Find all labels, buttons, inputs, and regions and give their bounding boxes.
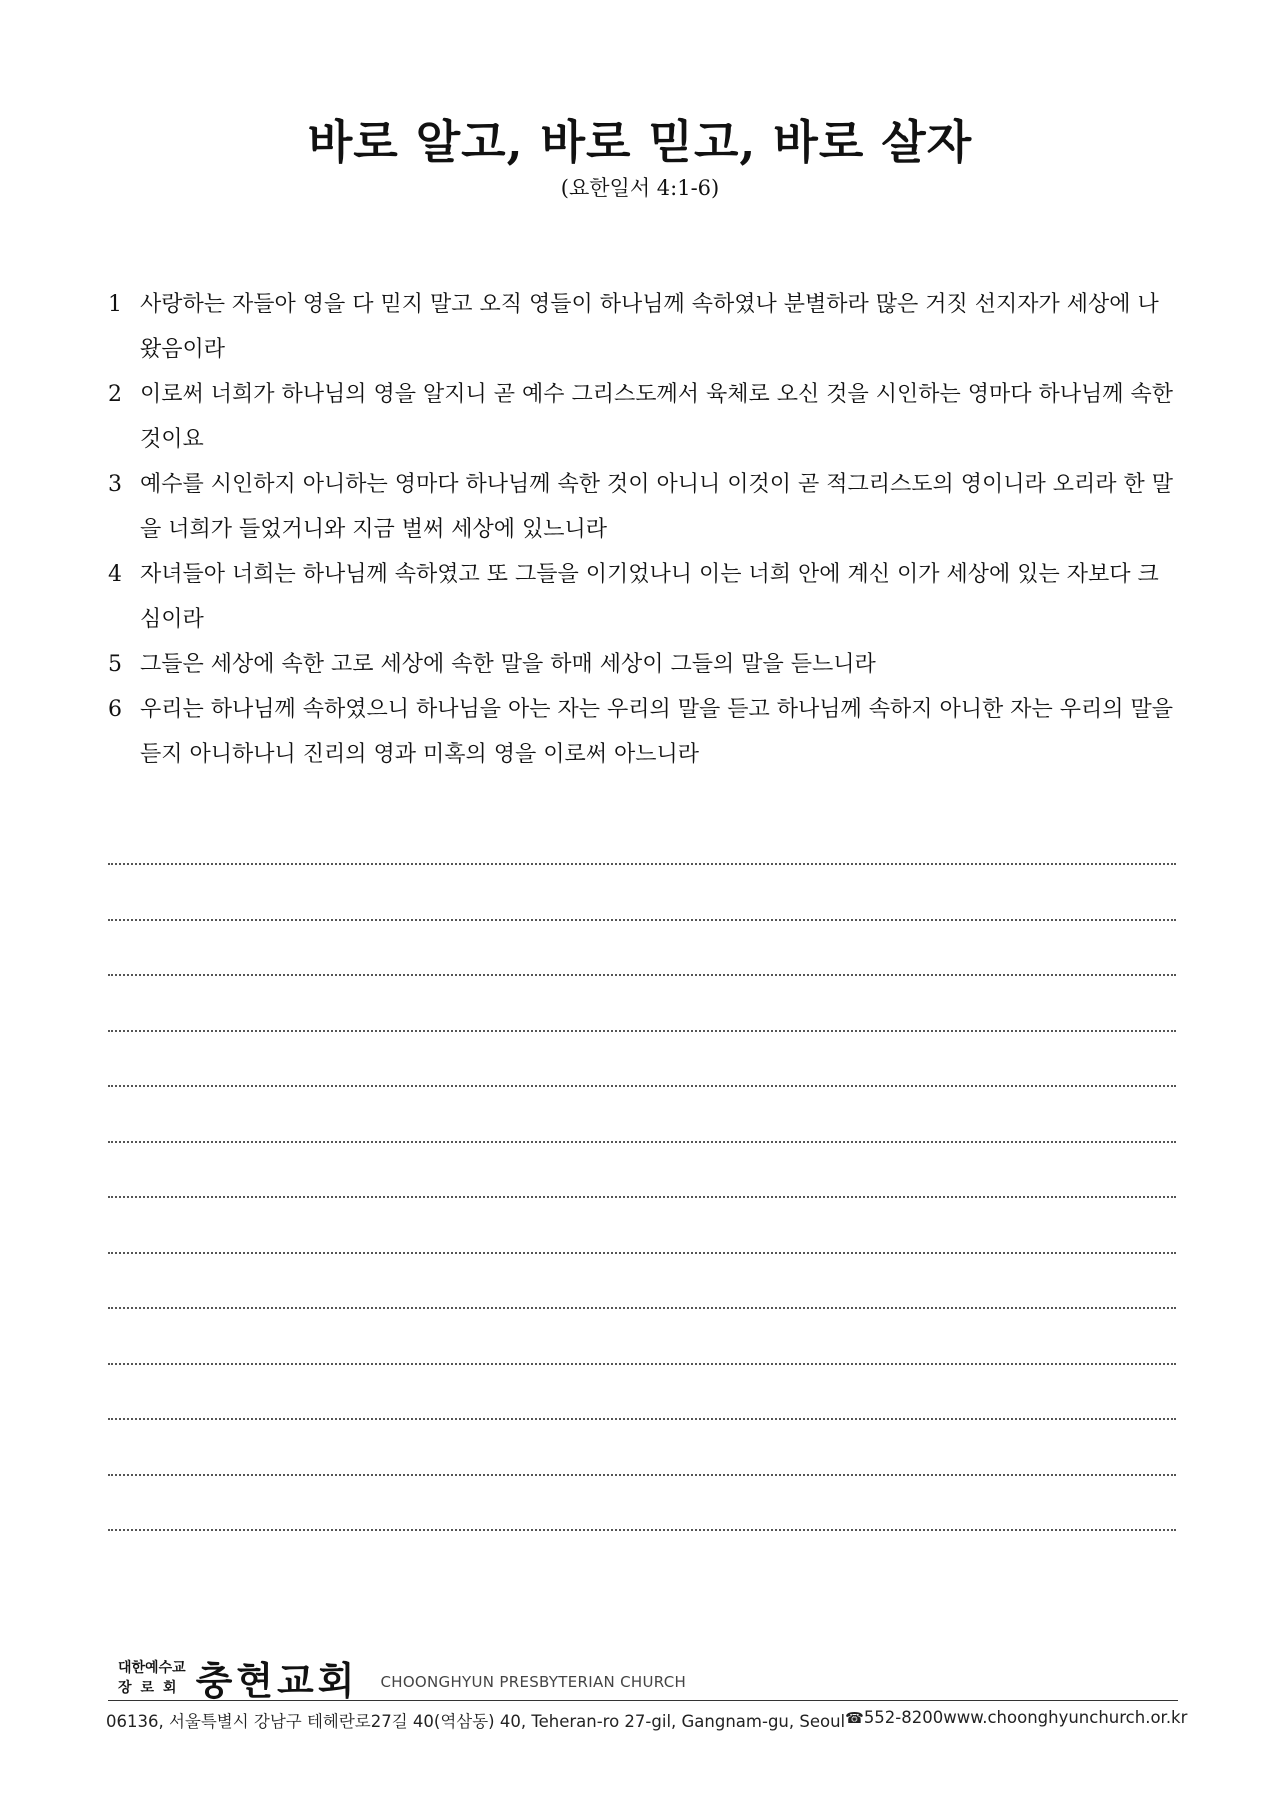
page-title: 바로 알고, 바로 믿고, 바로 살자 bbox=[307, 115, 973, 169]
church-logo bbox=[118, 1650, 686, 1705]
writing-line bbox=[108, 863, 1176, 865]
writing-lines bbox=[108, 863, 1176, 1585]
verse-number: 5 bbox=[108, 652, 122, 677]
writing-line bbox=[108, 1141, 1176, 1143]
church-address: 06136, 서울특별시 강남구 테헤란로27길 40(역삼동) 40, Teheran-ro 27-gil, Gangnam-gu, Seoul bbox=[106, 1712, 846, 1731]
telephone-icon: ☎ bbox=[845, 1709, 864, 1727]
verse-text: 그들은 세상에 속한 고로 세상에 속한 말을 하매 세상이 그들의 말을 듣느니라 bbox=[140, 652, 876, 677]
writing-line bbox=[108, 1529, 1176, 1531]
writing-line bbox=[108, 1030, 1176, 1032]
verse-text: 이로써 너희가 하나님의 영을 알지니 곧 예수 그리스도께서 육체로 오신 것을 시인하는 영마다 하나님께 속한 것이요 bbox=[140, 382, 1173, 452]
writing-line bbox=[108, 1085, 1176, 1087]
verse-text: 예수를 시인하지 아니하는 영마다 하나님께 속한 것이 아니니 이것이 곧 적그리스도의 영이니라 오리라 한 말을 너희가 들었거니와 지금 벌써 세상에 있느니라 bbox=[140, 472, 1173, 542]
verse-item bbox=[108, 282, 1178, 372]
writing-line bbox=[108, 1418, 1176, 1420]
denomination-top: 대한예수교 bbox=[118, 1659, 186, 1676]
writing-line bbox=[108, 1363, 1176, 1365]
church-name-korean: 충현교회 bbox=[195, 1658, 359, 1703]
church-phone-group bbox=[845, 1708, 943, 1732]
verse-number: 4 bbox=[108, 562, 122, 587]
writing-line bbox=[108, 1252, 1176, 1254]
writing-line bbox=[108, 1474, 1176, 1476]
verse-number: 2 bbox=[108, 382, 122, 407]
church-phone: 552-8200 bbox=[863, 1708, 944, 1727]
church-name-english: CHOONGHYUN PRESBYTERIAN CHURCH bbox=[380, 1672, 687, 1691]
verse-number: 6 bbox=[108, 697, 122, 722]
writing-line bbox=[108, 1196, 1176, 1198]
verse-text: 사랑하는 자들아 영을 다 믿지 말고 오직 영들이 하나님께 속하였나 분별하라 많은 거짓 선지자가 세상에 나왔음이라 bbox=[140, 292, 1159, 362]
footer-divider bbox=[108, 1700, 1178, 1701]
writing-line bbox=[108, 974, 1176, 976]
verse-item bbox=[108, 372, 1178, 462]
church-website[interactable]: www.choonghyunchurch.or.kr bbox=[943, 1708, 1188, 1727]
scripture-reference: (요한일서 4:1-6) bbox=[560, 176, 720, 200]
verse-number: 3 bbox=[108, 472, 122, 497]
footer-contact bbox=[106, 1708, 1188, 1732]
verse-text: 우리는 하나님께 속하였으니 하나님을 아는 자는 우리의 말을 듣고 하나님께 속하지 아니한 자는 우리의 말을 듣지 아니하나니 진리의 영과 미혹의 영을 이로써 아느니라 bbox=[140, 697, 1173, 767]
denomination-bottom: 장로회 bbox=[118, 1679, 186, 1696]
verse-item bbox=[108, 687, 1178, 777]
writing-line bbox=[108, 1307, 1176, 1309]
verse-list bbox=[108, 282, 1178, 777]
verse-text: 자녀들아 너희는 하나님께 속하였고 또 그들을 이기었나니 이는 너희 안에 계신 이가 세상에 있는 자보다 크심이라 bbox=[140, 562, 1159, 632]
verse-item bbox=[108, 462, 1178, 552]
denomination-mark bbox=[118, 1658, 186, 1698]
verse-number: 1 bbox=[108, 292, 122, 317]
verse-item bbox=[108, 642, 1178, 687]
verse-item bbox=[108, 552, 1178, 642]
writing-line bbox=[108, 919, 1176, 921]
